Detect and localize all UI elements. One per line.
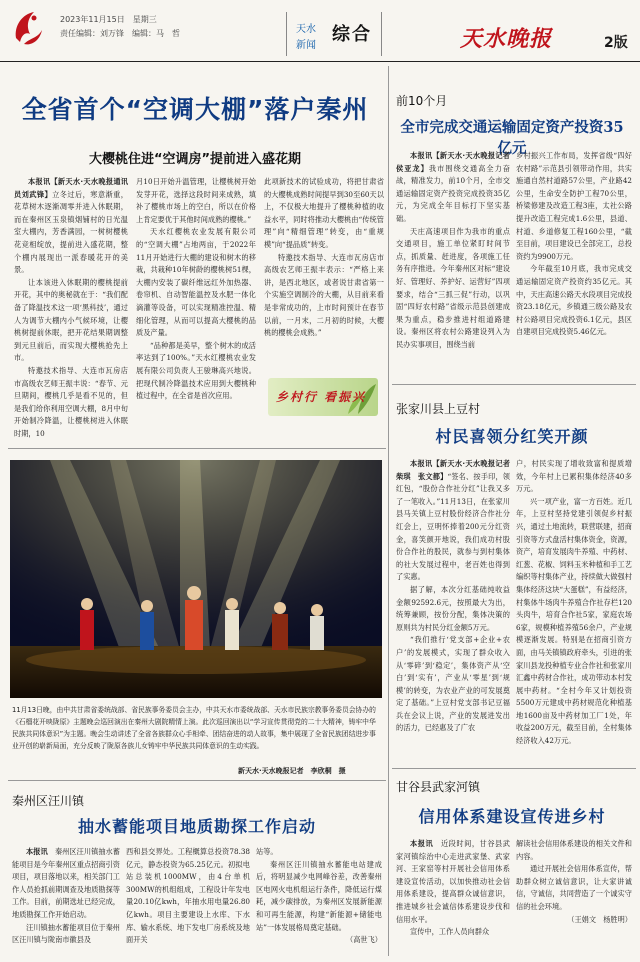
newspaper-logo-icon [10,8,44,50]
section-divider [8,448,386,449]
article-column: 西和县交界处。工程概算总投资78.38亿元，静态投资为65.25亿元。初拟电站总装机1000MW，由4台单机300MW的机组组成，工程设计年发电量20.10亿kwh，年抽水用电量26.80亿kwh。项目主要建设上水库、下水库、输水系统、地下发电厂房系统及地面开关 [126,847,250,945]
article-column: 本报讯 近段时间，甘谷县武家河镇综治中心走进武家堡、武家河、王家窑等村开展社会信用体系建设宣传活动，以加快推动社会信用体系建设，提高群众诚信意识，推进城乡社会诚信体系建设步伐和信用水平。 宣传中，工作人员向群众 [396,839,510,937]
section-label-bottom: 新闻 [296,40,316,51]
main-article-column-1: 本报讯【新天水·天水晚报通讯员刘武锋】立冬过后，寒意渐重，花草树木逐渐凋零并进入休眠期，而在秦州区玉泉镇烟铺村的日光温室大棚内，芳香满园，一树树樱桃花竞相绽放，提前进入盛花期，整个棚内展现出一派春暖花开的美景。 让本该进入休眠期的樱桃提前开花，其中的奥秘就在于：“我们配备了降温技术这一项‘黑科技’，通过人为调节大棚内小气候环境，让樱桃树提前休眠，把开花结果期调整到元旦前后，而实现大樱桃抢先上市。 特邀技术指导、大连市瓦房店市高级农艺师王振丰说：“春节、元旦期间，樱桃几乎是看不见的，但是我们给你利用空调大棚，8月中旬开始制冷降温，让樱桃树进入休眠时期，10 [14,177,128,438]
photo-credit: 新天水·天水晚报记者 李欣桐 摄 [238,767,346,775]
stage-performance-photo [10,460,382,698]
section-divider [392,384,636,385]
main-subheadline: 大樱桃住进“空调房”提前进入盛花期 [88,152,302,167]
section-divider [8,780,386,781]
article-headline: 全市完成交通运输固定资产投资35亿元 [400,119,624,157]
article-kicker: 前10个月 [396,94,448,108]
article-headline: 信用体系建设宣传进乡村 [418,807,606,826]
article-headline: 抽水蓄能项目地质勘探工作启动 [77,817,316,836]
photo-caption: 11月13日晚，由中共甘肃省委统战部、省民族事务委员会主办，中共天水市委统战部、天水市民族宗教事务委员会协办的《石榴花开映陇原》主题晚会巡回演出在秦州大剧院精情上演。此次巡回演出以“学习宣传贯彻党的二十大精神，铸牢中华民族共同体意识”为主题。晚会生动讲述了全省各族群众心手相牵、团结奋进的动人故事，集中展现了全省民族团结进步事业开创的崭新局面，充分反映了陇原各族儿女铸牢中华民族共同体意识的生动实践。 [12,706,376,750]
section-name: 综合 [332,24,372,45]
page-number: 2版 [604,35,628,51]
main-article-column-3: 此项新技术的试验成功，将把甘肃省的大樱桃成熟时间提早到30至60天以上，不仅极大地提升了樱桃种植的收益水平，同时将推动大樱桃由“传统管理”向“精细管理”转变，由“重规模”向“提品质”转变。 特邀技术指导、大连市瓦房店市高级农艺师王振丰表示：“严格上来讲，是西北地区，或者说甘肃省第一个实施空调制冷的大棚，从目前来看是非常成功的，上市时间预计在春节以前，一月末，二月初的时候，大樱桃的樱桃会成熟。” [264,177,384,338]
main-article-column-2: 月10日开始升温管理，让樱桃树开始发芽开花，选择这段时间来成熟，填补了樱桃市场上的空白，所以在价格上肯定要优于其他时间成熟的樱桃。” 天水红樱桃农业发展有限公司的“空调大棚”占地两亩，于2022年11月开始进行大棚的建设和树木的移栽，共栽种10年树龄的樱桃树51棵，大棚内安装了碳纤维远红外加热器、卷帘机、自动智能温控及水肥一体化滴灌等设备，可以实现精准控温、精细化管理，从而可以提高大樱桃的品质及产量。 “品种都是美早，整个树木的成活率达到了100%。”天水红樱桃农业发展有限公司负责人王骏琳高兴地说。把现代制冷降温技术应用到大樱桃种植过程中，在全省是首次应用。 [136,177,256,401]
article-kicker: 甘谷县武家河镇 [396,780,481,794]
article-column: 本报讯【新天水·天水晚报记者侯亚龙】我市围绕交通高全力奋战，精准发力，前10个月，全市交通运输固定资产投资完成投资35亿元，为完成全年目标打下坚实基础。 天庄高速项目作为我市的重点交通项目，施工单位紧盯时间节点，抓质量、赶进度，各项施工任务有序推进。今年秦州区对标“建设好、管理好、养护好、运营好”四项要求，结合“三抓三促”行动，以巩固“四好农村路”省级示范县创建成果为重点，稳步推进村组道路建设。秦州区将农村公路建设列入为民办实事项目，围绕当前 [396,151,510,349]
article-column: 本报讯 秦州区汪川镇抽水蓄能项目是今年秦州区重点招商引资项目，项目落地以来，相关部门工作人员抢抓前期调查及地质勘探等工作。目前，前期选址已经完成，地质勘探工作开始启动。 汪川镇抽水蓄能项目位于秦州区汪川镇与陇南市徽县及 [12,847,120,945]
editor-credits: 责任编辑：刘万锋 编辑：马 哲 [60,29,180,38]
issue-date: 2023年11月15日 星期三 [60,15,157,24]
rural-column-banner-text: 乡村行 看振兴 [276,390,367,404]
column-divider [388,66,389,956]
section-divider [392,768,636,769]
article-column: 户，村民实现了增收致富和提质增效，今年村上已累积集体经济40多万元。 兴一项产业，富一方百姓。近几年，上豆村坚持党建引领促乡村振兴，通过土地流转，联营联建，招商引资等方式盘活村集体资金，资源，资产，培育发展肉牛养殖、中药材、红葱、花椒、饲料玉米种植和手工艺编织等村集体产业，持续做大做强村集体经济这块“大蛋糕”，有益经济，村集体牛场肉牛养殖合作社存栏120头肉牛，培育合作社5家，家庭农场6家，规模种植养殖56余户，产业规模逐渐发展。特别是在招商引资方面，由马关镇镇政府牵头，引进的张家川县龙投种植专业合作社和张家川汇鑫中药材合作社，成功带动本村发展中药材。“全村今年又计划投资5500万元建成中药材规范化种植基地1600亩及中药材加工厂1处，年收益200万元，截至目前，全村集体经济收入42万元。 [516,459,632,746]
article-column: 本报讯【新天水·天水晚报记者柴琪 张文都】“签名、按手印，领红包，“股份合作社分红”让我又多了一笔收入。”11月13日，在张家川县马关镇上豆村股份经济合作社分红会上，豆明怀捧着200元分红资金，喜笑颜开地说，我们成功村股份合作社的股民，就参与到村集体的社大发展过程中，老百姓也得到了实惠。 据了解，本次分红基础纯收益金额92592.6元，按照最大为出，统筹兼顾，按份分配，集体决策的原则共为村民分红金额5万元。 “我们推行‘党支部+企业+农户’的发展模式，实现了群众收入从‘零碎’到‘稳定’，集体资产从‘空白’到‘实有’，产业从‘零星’到‘规模’的转变，为农业产业的可发展奠定了基础。”上豆村党支部书记豆福兵在会议上说，产业的发展进发出的活力，已经惠及了广农 [396,459,510,733]
section-label-top: 天水 [296,24,316,35]
stage-scene-illustration [10,460,382,698]
article-headline: 村民喜领分红笑开颜 [435,427,589,446]
newspaper-name: 天水晚报 [460,26,553,52]
article-kicker: 秦州区汪川镇 [12,794,85,808]
article-column: 解读社会信用体系建设的相关文件和内容。 通过开展社会信用体系宣传，帮助群众树立诚信意识，让大家讲诚信，守诚信，共同营造了一个诚实守信的社会环境。 （王娟文 杨胜明） [516,839,632,924]
article-column: 站等。 秦州区汪川镇抽水蓄能电站建成后，将明显减少电网峰谷差，改善秦州区电网火电机组运行条件，降低运行煤耗，减少碳排放，为秦州区发展新能源和可再生能源，构建“新能源+储能电站”一体发展格局奠定基础。 （高世飞） [256,847,382,945]
article-column: 乡村振兴工作布局，发挥省级“四好农村路”示范县引领带动作用，共实施通自然村道路57公里，产业路42公里，生命安全防护工程70公里，桥梁修建及改造工程3座，太社公路提升改造工程完成1.6公里，县道、村道、乡道修复工程160公里，“截至目前，项目建设已全部完工，总投资约为9900万元。 今年截至10月底，我市完成交通运输固定资产投资约35亿元。其中，天庄高速公路天水段项目完成投资23.18亿元，乡镇通三级公路及农村公路项目完成投资6.1亿元，县区自建项目完成投资5.46亿元。 [516,151,632,337]
article-kicker: 张家川县上豆村 [396,402,481,416]
main-headline: 全省首个“空调大棚”落户秦州 [21,95,369,124]
